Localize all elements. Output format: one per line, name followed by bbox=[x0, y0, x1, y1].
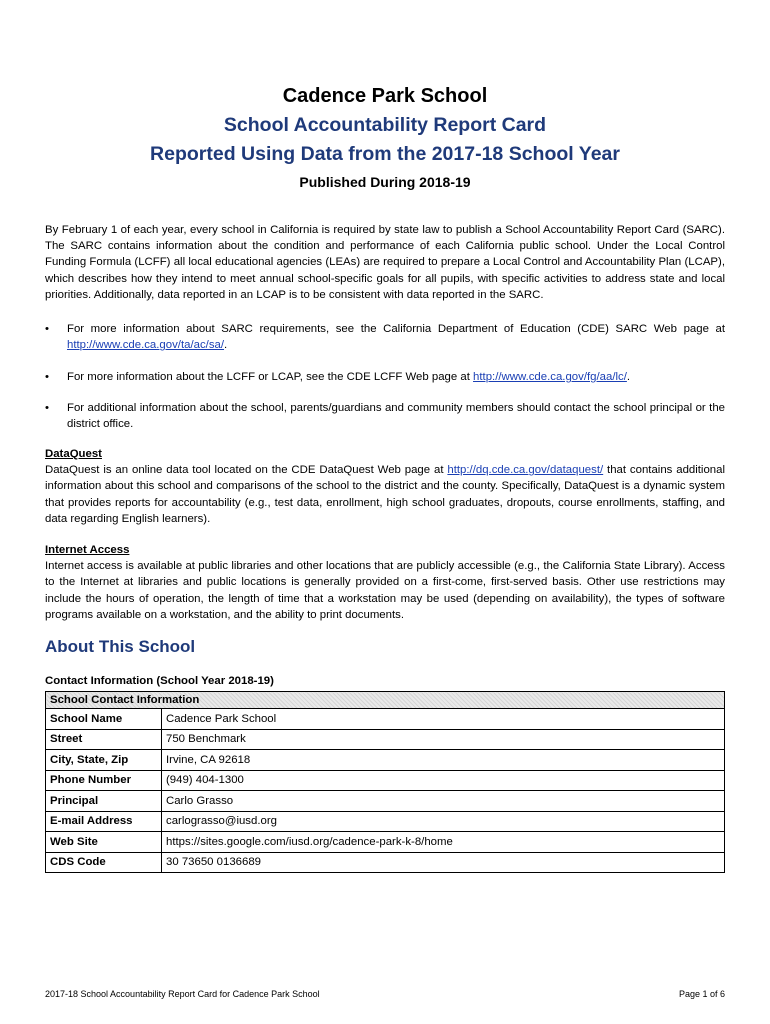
row-value: Cadence Park School bbox=[162, 709, 725, 730]
internet-heading: Internet Access bbox=[45, 544, 130, 556]
row-value: carlograsso@iusd.org bbox=[162, 811, 725, 832]
row-value: 750 Benchmark bbox=[162, 729, 725, 750]
row-label: School Name bbox=[46, 709, 162, 730]
bullet-lcff-info bbox=[45, 369, 725, 385]
bullet-icon: • bbox=[45, 323, 49, 335]
contact-table bbox=[45, 691, 725, 873]
dataquest-heading: DataQuest bbox=[45, 448, 102, 460]
intro-paragraph: By February 1 of each year, every school in California is required by state law to publish a School Accountability Report Card (SARC). The SARC contains information about the condition and performance of each California public school. Under the Local Control Funding Formula (LCFF) all local educational agencies (LEAs) are required to prepare a Local Control and Accountability Plan (LCAP), which describes how they intend to meet annual school-specific goals for all pupils, with specific activities to address state and local priorities. Additionally, data reported in an LCAP is to be consistent with data reported in the SARC. bbox=[45, 224, 725, 301]
row-label: Street bbox=[46, 729, 162, 750]
row-label: Principal bbox=[46, 791, 162, 812]
bullet-sarc-end: . bbox=[224, 339, 228, 352]
sarc-link[interactable]: http://www.cde.ca.gov/ta/ac/sa/ bbox=[67, 339, 225, 352]
contact-table-header: School Contact Information bbox=[46, 692, 725, 709]
bullet-contact-info bbox=[45, 400, 725, 432]
about-heading: About This School bbox=[45, 637, 196, 656]
dataquest-text-before: DataQuest is an online data tool located on the CDE DataQuest Web page at bbox=[45, 464, 448, 477]
table-row bbox=[46, 750, 725, 771]
bullet-icon: • bbox=[45, 371, 49, 383]
bullet-text bbox=[67, 369, 725, 385]
row-label: Phone Number bbox=[46, 770, 162, 791]
school-name-title: Cadence Park School bbox=[282, 85, 488, 107]
row-value: (949) 404-1300 bbox=[162, 770, 725, 791]
contact-table-header-row bbox=[46, 692, 725, 709]
contact-caption: Contact Information (School Year 2018-19) bbox=[45, 675, 274, 687]
bullet-sarc-info bbox=[45, 321, 725, 353]
row-label: Web Site bbox=[46, 832, 162, 853]
table-row bbox=[46, 729, 725, 750]
table-row bbox=[46, 852, 725, 873]
lcff-link[interactable]: http://www.cde.ca.gov/fg/aa/lc/ bbox=[473, 371, 627, 383]
bullet-icon: • bbox=[45, 402, 49, 414]
row-value: Carlo Grasso bbox=[162, 791, 725, 812]
report-title: School Accountability Report Card bbox=[223, 114, 547, 136]
table-row bbox=[46, 770, 725, 791]
footer-title: 2017-18 School Accountability Report Card for Cadence Park School bbox=[45, 989, 320, 999]
published-line: Published During 2018-19 bbox=[299, 174, 471, 190]
bullet-text bbox=[67, 321, 725, 353]
bullet-contact-text: For additional information about the school, parents/guardians and community members should contact the school principal or the district office. bbox=[67, 402, 725, 431]
row-label: City, State, Zip bbox=[46, 750, 162, 771]
dataquest-section bbox=[45, 446, 725, 527]
row-label: E-mail Address bbox=[46, 811, 162, 832]
dataquest-link[interactable]: http://dq.cde.ca.gov/dataquest/ bbox=[447, 464, 604, 477]
bullet-lcff-end: . bbox=[626, 371, 631, 383]
table-row bbox=[46, 791, 725, 812]
page-number: Page 1 of 6 bbox=[678, 989, 725, 999]
bullet-lcff-text: For more information about the LCFF or LCAP, see the CDE LCFF Web page at bbox=[67, 371, 474, 383]
table-row bbox=[46, 811, 725, 832]
internet-text: Internet access is available at public libraries and other locations that are publicly accessible (e.g., the California State Library). Access to the Internet at libraries and public locations is generally provided on a first-come, first-served basis. Other use restrictions may include the hours of operation, the length of time that a workstation may be used (depending on availability), the types of software programs available on a workstation, and the ability to print documents. bbox=[45, 560, 725, 621]
row-label: CDS Code bbox=[46, 852, 162, 873]
reported-year-title: Reported Using Data from the 2017-18 School Year bbox=[150, 143, 620, 165]
internet-access-section bbox=[45, 542, 725, 623]
row-value: https://sites.google.com/iusd.org/cadence-park-k-8/home bbox=[162, 832, 725, 853]
table-row bbox=[46, 832, 725, 853]
row-value: 30 73650 0136689 bbox=[162, 852, 725, 873]
bullet-sarc-text: For more information about SARC requirements, see the California Department of Education (CDE) SARC Web page at bbox=[67, 323, 725, 335]
table-row bbox=[46, 709, 725, 730]
dataquest-text-after: that contains additional information about this school and comparisons of the school to the district and the county. Specifically, DataQuest is a dynamic system that provides reports for accountability (e.g., test data, enrollment, high school graduates, dropouts, course enrollments, staffing, and data regarding English learners). bbox=[45, 464, 725, 525]
row-value: Irvine, CA 92618 bbox=[162, 750, 725, 771]
